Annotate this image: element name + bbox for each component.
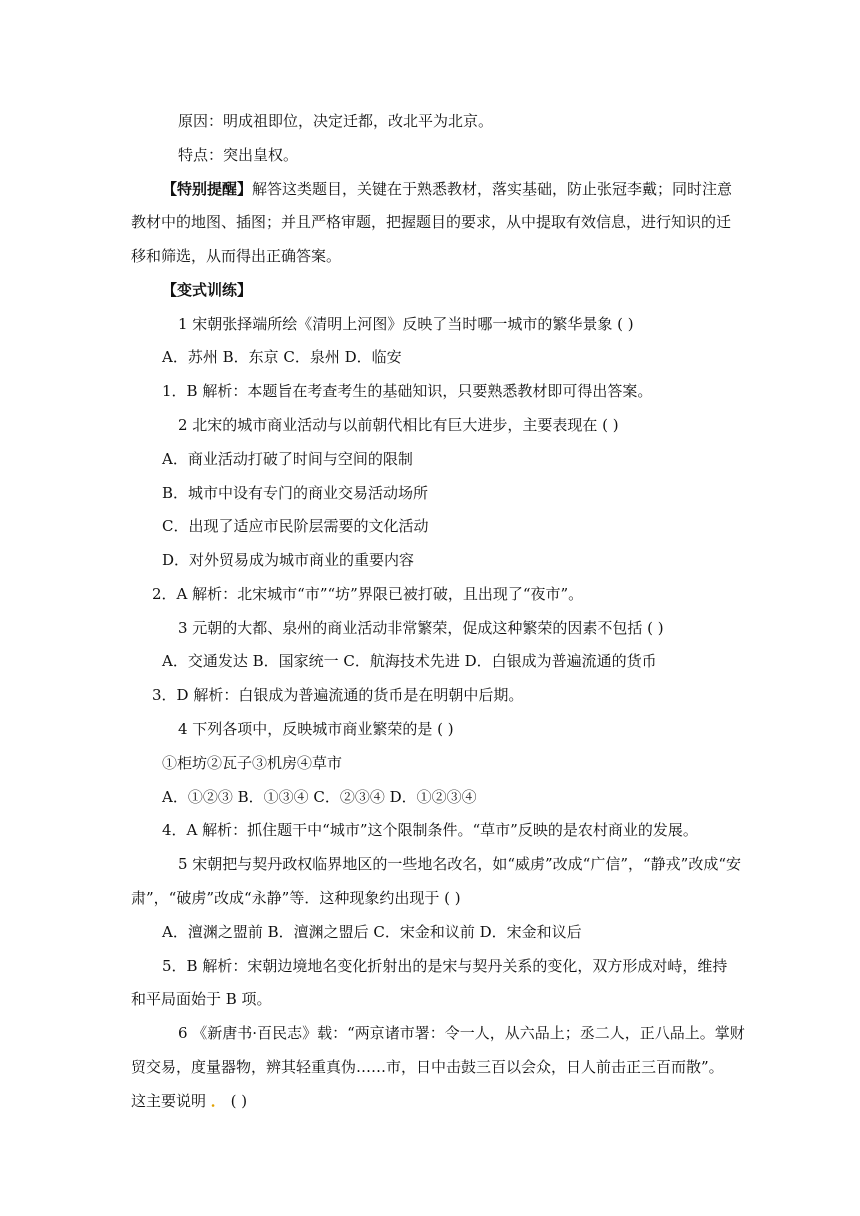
text-line: 原因：明成祖即位，决定迁都，改北平为北京。 (178, 112, 494, 130)
answer-5-cont: 和平局面始于 B 项。 (131, 990, 272, 1008)
question-6-cont: 贸交易，度量器物，辨其轻重真伪……市，日中击鼓三百以会众，日人前击正三百而散”。 (131, 1058, 724, 1076)
text-line: 解答这类题目，关键在于熟悉教材，落实基础，防止张冠李戴；同时注意 (252, 180, 733, 198)
question-6: 6 《新唐书·百民志》载：“两京诸市署：令一人，从六品上；丞二人，正八品上。掌财 (178, 1024, 745, 1042)
answer-5: 5．B 解析：宋朝边境地名变化折射出的是宋与契丹关系的变化，双方形成对峙，维持 (162, 957, 728, 975)
text-line: 移和筛选，从而得出正确答案。 (131, 247, 342, 265)
tip-paragraph (162, 179, 732, 199)
answer-4: 4．A 解析：抓住题干中“城市”这个限制条件。“草市”反映的是农村商业的发展。 (162, 821, 698, 839)
option-d: D．对外贸易成为城市商业的重要内容 (162, 551, 415, 569)
answer-3: 3．D 解析：白银成为普遍流通的货币是在明朝中后期。 (152, 686, 524, 704)
text-line: 这主要说明 (131, 1092, 207, 1110)
options-4: A．①②③ B．①③④ C．②③④ D．①②③④ (162, 788, 477, 806)
section-heading: 【变式训练】 (162, 281, 253, 299)
question-6-end (131, 1091, 247, 1111)
question-2: 2 北宋的城市商业活动与以前朝代相比有巨大进步，主要表现在 ( ) (178, 416, 619, 434)
question-4-items: ①柜坊②瓦子③机房④草市 (162, 754, 343, 772)
option-c: C．出现了适应市民阶层需要的文化活动 (162, 517, 429, 535)
options-1: A．苏州 B．东京 C．泉州 D．临安 (162, 348, 402, 366)
answer-blank: ( ) (230, 1092, 248, 1110)
answer-1: 1．B 解析：本题旨在考查考生的基础知识，只要熟悉教材即可得出答案。 (162, 382, 653, 400)
question-1: 1 宋朝张择端所绘《清明上河图》反映了当时哪一城市的繁华景象 ( ) (178, 315, 634, 333)
question-4: 4 下列各项中，反映城市商业繁荣的是 ( ) (178, 720, 454, 738)
tip-label: 【特别提醒】 (162, 180, 253, 198)
option-b: B．城市中设有专门的商业交易活动场所 (162, 484, 429, 502)
dot-mark: ． (210, 1092, 226, 1110)
text-line: 特点：突出皇权。 (178, 146, 299, 164)
question-5: 5 宋朝把与契丹政权临界地区的一些地名改名，如“威虏”改成“广信”，“静戎”改成“安 (178, 855, 741, 873)
answer-2: 2．A 解析：北宋城市“市”“坊”界限已被打破，且出现了“夜市”。 (152, 585, 584, 603)
question-3: 3 元朝的大都、泉州的商业活动非常繁荣，促成这种繁荣的因素不包括 ( ) (178, 619, 664, 637)
text-line: 教材中的地图、插图；并且严格审题，把握题目的要求，从中提取有效信息，进行知识的迁 (131, 213, 732, 231)
option-a: A．商业活动打破了时间与空间的限制 (162, 450, 413, 468)
question-5-cont: 肃”，“破虏”改成“永静”等．这种现象约出现于 ( ) (131, 889, 461, 907)
options-5: A．澶渊之盟前 B．澶渊之盟后 C．宋金和议前 D．宋金和议后 (162, 923, 582, 941)
options-3: A．交通发达 B．国家统一 C．航海技术先进 D．白银成为普遍流通的货币 (162, 652, 657, 670)
